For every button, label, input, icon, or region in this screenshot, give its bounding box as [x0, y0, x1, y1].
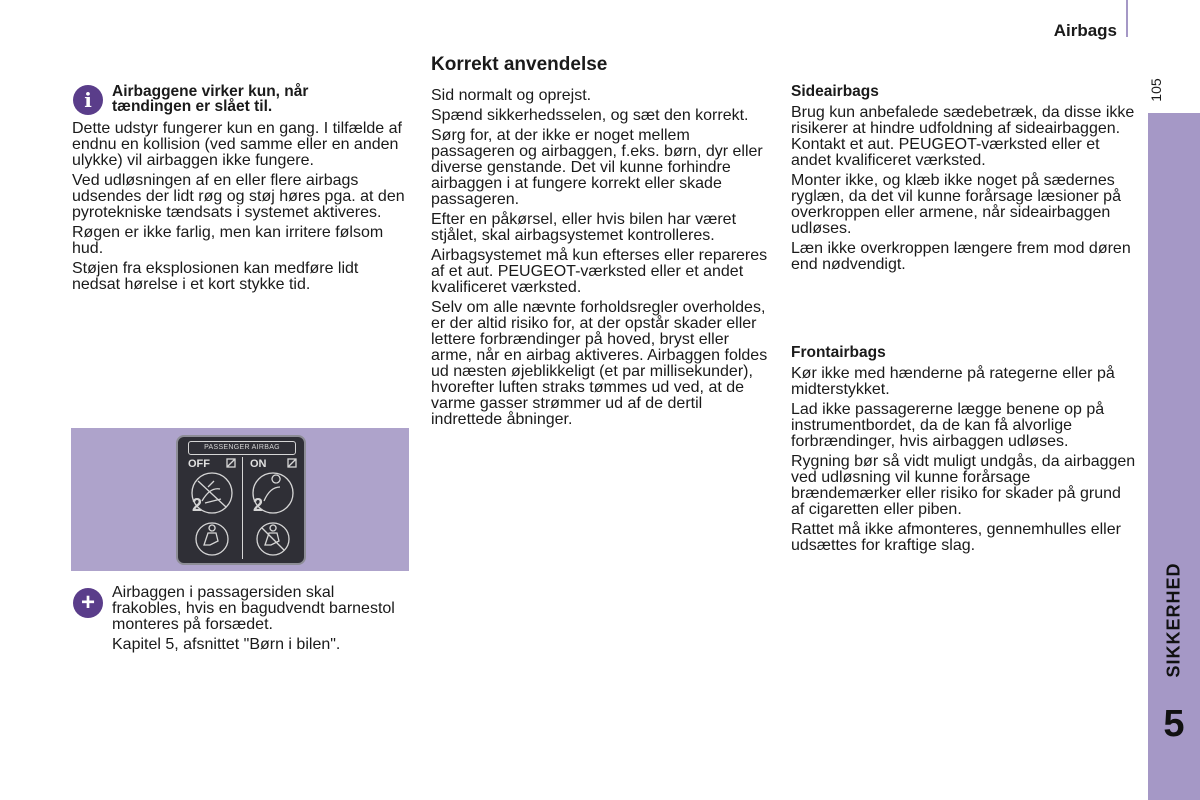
side-airbags-body: [791, 105, 1136, 273]
passenger-airbag-panel: [176, 435, 306, 565]
tip-paragraph: Kapitel 5, afsnittet "Børn i bilen".: [112, 636, 341, 653]
front-airbags-paragraph: Rattet må ikke afmonteres, gennemhulles eller udsættes for kraftige slag.: [791, 521, 1121, 554]
plus-icon: +: [73, 588, 103, 618]
info-note-heading: Airbaggene virker kun, når tændingen er slået til.: [112, 83, 309, 115]
chapter-title: [1148, 540, 1200, 700]
seat-number-left: 2: [192, 495, 203, 515]
seat-number-right: 2: [253, 495, 264, 515]
info-paragraph: Ved udløsningen af en eller flere airbags udsendes der lidt røg og støj høres pga. at den pyrotekniske tændsats i systemet aktiveres.: [72, 172, 405, 221]
chapter-number: 5: [1163, 703, 1185, 745]
correct-use-paragraph: Airbagsystemet må kun efterses eller repareres af et aut. PEUGEOT-værksted eller et andet kvalificeret værksted.: [431, 247, 768, 296]
front-airbags-heading: Frontairbags: [791, 344, 886, 361]
info-paragraph: Støjen fra eksplosionen kan medføre lidt nedsat hørelse i et kort stykke tid.: [72, 260, 359, 293]
airbag-panel-illustration: [71, 428, 409, 571]
page-number-text: 105: [1148, 78, 1164, 102]
info-paragraph: Dette udstyr fungerer kun en gang. I tilfælde af endnu en kollision (ved samme eller en anden ulykke) vil airbaggen ikke fungere.: [72, 120, 402, 169]
info-icon: i: [73, 85, 103, 115]
front-airbags-paragraph: Kør ikke med hænderne på rategerne eller på midterstykket.: [791, 365, 1115, 398]
header-divider: [1126, 0, 1128, 37]
tip-note-body: [112, 585, 407, 657]
correct-use-heading: Korrekt anvendelse: [431, 54, 608, 75]
side-airbags-paragraph: Læn ikke overkroppen længere frem mod døren end nødvendigt.: [791, 240, 1131, 273]
side-airbags-paragraph: Brug kun anbefalede sædebetræk, da disse ikke risikerer at hindre udfoldning af sideairbaggen. Kontakt et aut. PEUGEOT-værksted eller et andet kvalificeret værksted.: [791, 104, 1135, 169]
side-airbags-section: [791, 83, 1136, 277]
chapter-title-text: SIKKERHED: [1163, 562, 1184, 678]
correct-use-paragraph: Spænd sikkerhedsselen, og sæt den korrekt.: [431, 107, 749, 124]
on-label: ON: [250, 458, 267, 470]
section-title: Airbags: [1053, 21, 1117, 40]
correct-use-paragraph: Selv om alle nævnte forholdsregler overholdes, er der altid risiko for, at der opstår skader eller lettere forbrændinger på hoved, bryst eller arme, når en airbag aktiveres. Airbaggen foldes ud næsten øjeblikkeligt (et par millisekunder), hvorefter luften straks tømmes ud ved, at de varme gasser strømmer ud af de dertil indrettede åbninger.: [431, 299, 768, 428]
info-note-body: [72, 121, 407, 297]
adult-seat-off-icon: [196, 523, 228, 555]
side-airbags-heading: Sideairbags: [791, 83, 879, 100]
front-airbags-paragraph: Lad ikke passagererne lægge benene op på instrumentbordet, da de kan få alvorlige forbrændinger, hvis airbaggen udløses.: [791, 401, 1105, 450]
info-paragraph: Røgen er ikke farlig, men kan irritere følsom hud.: [72, 224, 384, 257]
panel-label: PASSENGER AIRBAG: [188, 441, 296, 455]
page-number: [1144, 78, 1168, 108]
front-airbags-section: [791, 344, 1136, 558]
correct-use-body: [431, 88, 771, 432]
correct-use-paragraph: Sørg for, at der ikke er noget mellem passageren og airbaggen, f.eks. børn, dyr eller diverse genstande. Det vil kunne forhindre airbaggen i at fungere korrekt eller skade passageren.: [431, 127, 763, 208]
correct-use-paragraph: Efter en påkørsel, eller hvis bilen har været stjålet, skal airbagsystemet kontrolleres.: [431, 211, 737, 244]
off-label: OFF: [188, 458, 210, 470]
correct-use-paragraph: Sid normalt og oprejst.: [431, 87, 592, 104]
side-airbags-paragraph: Monter ikke, og klæb ikke noget på sædernes ryglæn, da det vil kunne forårsage læsioner på overkroppen eller armene, når sideairbaggen udløses.: [791, 172, 1121, 237]
front-airbags-paragraph: Rygning bør så vidt muligt undgås, da airbaggen ved udløsning vil kunne forårsage brændemærker eller risiko for skader på grund af cigaretten eller piben.: [791, 453, 1136, 518]
front-airbags-body: [791, 366, 1136, 554]
tip-paragraph: Airbaggen i passagersiden skal frakobles, hvis en bagudvendt barnestol monteres på forsædet.: [112, 584, 395, 633]
